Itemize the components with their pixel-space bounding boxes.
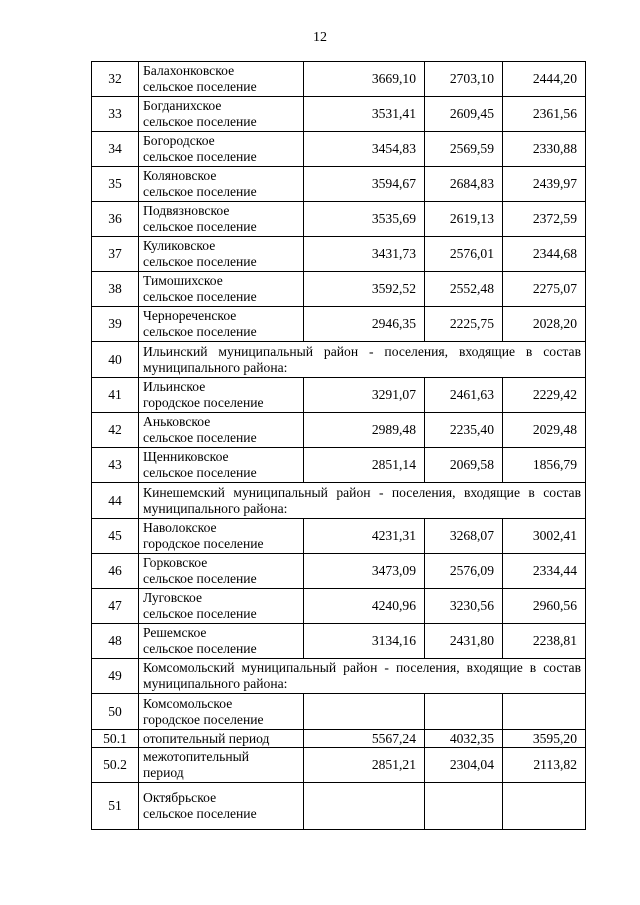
settlement-name: [139, 237, 304, 272]
table-body: [92, 62, 586, 830]
settlement-name-line: отопительный период: [143, 730, 270, 746]
value-v1: 3594,67: [304, 167, 425, 202]
value-v3: 2344,68: [503, 237, 586, 272]
tariff-table: [91, 61, 586, 830]
settlement-name-line: Аньковское: [143, 414, 211, 429]
value-v3: 1856,79: [503, 448, 586, 483]
settlement-name-line: сельское поселение: [143, 114, 257, 129]
row-number: 49: [92, 659, 139, 694]
value-v2: 2304,04: [425, 748, 503, 783]
row-number: 36: [92, 202, 139, 237]
row-number: 46: [92, 554, 139, 589]
table-row: [92, 554, 586, 589]
value-v2: 2576,01: [425, 237, 503, 272]
value-v3: 2444,20: [503, 62, 586, 97]
settlement-name-line: Чернореченское: [143, 308, 237, 323]
settlement-name-line: Балахонковское: [143, 63, 235, 78]
value-v3: 3595,20: [503, 730, 586, 748]
value-v2: 3268,07: [425, 519, 503, 554]
settlement-name-line: Ильинское: [143, 379, 206, 394]
table-row: [92, 132, 586, 167]
settlement-name: [139, 589, 304, 624]
table-row: [92, 730, 586, 748]
settlement-name-line: сельское поселение: [143, 571, 257, 586]
table-row: [92, 307, 586, 342]
value-v3: 2960,56: [503, 589, 586, 624]
section-header-row: [92, 483, 586, 519]
settlement-name-line: сельское поселение: [143, 430, 257, 445]
district-header: Ильинский муниципальный район - поселения, входящие в состав муниципального района:: [139, 342, 586, 378]
value-v3: 2439,97: [503, 167, 586, 202]
table-row: [92, 624, 586, 659]
settlement-name-line: сельское поселение: [143, 219, 257, 234]
settlement-name-line: сельское поселение: [143, 254, 257, 269]
settlement-name-line: Решемское: [143, 625, 207, 640]
value-v3: [503, 694, 586, 730]
value-v3: 2028,20: [503, 307, 586, 342]
value-v2: 2069,58: [425, 448, 503, 483]
settlement-name: [139, 272, 304, 307]
settlement-name: [139, 748, 304, 783]
district-header: Комсомольский муниципальный район - поселения, входящие в состав муниципального района:: [139, 659, 586, 694]
value-v2: 4032,35: [425, 730, 503, 748]
value-v1: 3535,69: [304, 202, 425, 237]
settlement-name: [139, 413, 304, 448]
settlement-name: [139, 132, 304, 167]
value-v2: 2569,59: [425, 132, 503, 167]
settlement-name-line: Щенниковское: [143, 449, 229, 464]
value-v1: 3669,10: [304, 62, 425, 97]
settlement-name-line: Наволокское: [143, 520, 217, 535]
settlement-name: [139, 167, 304, 202]
value-v2: 3230,56: [425, 589, 503, 624]
table-row: [92, 97, 586, 132]
row-number: 34: [92, 132, 139, 167]
table-row: [92, 589, 586, 624]
settlement-name-line: Богданихское: [143, 98, 222, 113]
value-v2: 2576,09: [425, 554, 503, 589]
settlement-name-line: городское поселение: [143, 536, 264, 551]
settlement-name-line: сельское поселение: [143, 184, 257, 199]
value-v3: 2334,44: [503, 554, 586, 589]
value-v2: 2431,80: [425, 624, 503, 659]
district-header: Кинешемский муниципальный район - поселения, входящие в состав муниципального района:: [139, 483, 586, 519]
table-row: [92, 237, 586, 272]
value-v1: 5567,24: [304, 730, 425, 748]
value-v1: 4231,31: [304, 519, 425, 554]
row-number: 43: [92, 448, 139, 483]
value-v1: [304, 783, 425, 830]
value-v1: 3473,09: [304, 554, 425, 589]
settlement-name: [139, 624, 304, 659]
settlement-name: [139, 307, 304, 342]
settlement-name-line: городское поселение: [143, 711, 264, 727]
value-v2: [425, 783, 503, 830]
row-number: 40: [92, 342, 139, 378]
settlement-name-line: Коляновское: [143, 168, 217, 183]
row-number: 42: [92, 413, 139, 448]
value-v2: 2461,63: [425, 378, 503, 413]
settlement-name-line: Горковское: [143, 555, 208, 570]
settlement-name-line: Подвязновское: [143, 203, 230, 218]
settlement-name-line: Тимошихское: [143, 273, 223, 288]
settlement-name: [139, 97, 304, 132]
settlement-name: [139, 694, 304, 730]
settlement-name-line: Комсомольское: [143, 695, 233, 711]
value-v1: 3134,16: [304, 624, 425, 659]
value-v3: [503, 783, 586, 830]
table-row: [92, 378, 586, 413]
value-v2: 2703,10: [425, 62, 503, 97]
settlement-name: [139, 448, 304, 483]
value-v3: 2229,42: [503, 378, 586, 413]
value-v2: 2619,13: [425, 202, 503, 237]
row-number: 41: [92, 378, 139, 413]
table-row: [92, 448, 586, 483]
value-v2: 2552,48: [425, 272, 503, 307]
row-number: 51: [92, 783, 139, 830]
row-number: 45: [92, 519, 139, 554]
value-v3: 2238,81: [503, 624, 586, 659]
row-number: 50: [92, 694, 139, 730]
settlement-name: [139, 202, 304, 237]
value-v1: 3454,83: [304, 132, 425, 167]
section-header-row: [92, 342, 586, 378]
settlement-name: [139, 62, 304, 97]
table-row: [92, 167, 586, 202]
settlement-name-line: Богородское: [143, 133, 215, 148]
row-number: 32: [92, 62, 139, 97]
value-v1: 2851,21: [304, 748, 425, 783]
row-number: 50.2: [92, 748, 139, 783]
table-row: [92, 694, 586, 730]
settlement-name-line: Октябрьское: [143, 790, 217, 805]
settlement-name: [139, 730, 304, 748]
value-v3: 2361,56: [503, 97, 586, 132]
row-number: 33: [92, 97, 139, 132]
value-v2: 2235,40: [425, 413, 503, 448]
page-number: 12: [313, 30, 327, 45]
settlement-name-line: сельское поселение: [143, 324, 257, 339]
value-v2: 2684,83: [425, 167, 503, 202]
value-v1: 3291,07: [304, 378, 425, 413]
value-v1: 3531,41: [304, 97, 425, 132]
settlement-name: [139, 378, 304, 413]
value-v3: 2275,07: [503, 272, 586, 307]
settlement-name-line: сельское поселение: [143, 79, 257, 94]
settlement-name-line: сельское поселение: [143, 289, 257, 304]
table-row: [92, 783, 586, 830]
settlement-name-line: сельское поселение: [143, 149, 257, 164]
value-v1: 4240,96: [304, 589, 425, 624]
value-v3: 2372,59: [503, 202, 586, 237]
value-v3: 2113,82: [503, 748, 586, 783]
value-v1: [304, 694, 425, 730]
settlement-name: [139, 519, 304, 554]
row-number: 48: [92, 624, 139, 659]
table-row: [92, 413, 586, 448]
settlement-name-line: сельское поселение: [143, 641, 257, 656]
table-row: [92, 519, 586, 554]
settlement-name-line: Куликовское: [143, 238, 216, 253]
settlement-name-line: сельское поселение: [143, 606, 257, 621]
row-number: 39: [92, 307, 139, 342]
value-v3: 2029,48: [503, 413, 586, 448]
settlement-name: [139, 783, 304, 830]
value-v1: 2989,48: [304, 413, 425, 448]
value-v1: 3431,73: [304, 237, 425, 272]
row-number: 38: [92, 272, 139, 307]
value-v1: 2946,35: [304, 307, 425, 342]
settlement-name-line: сельское поселение: [143, 806, 257, 821]
settlement-name-line: сельское поселение: [143, 465, 257, 480]
settlement-name-line: период: [143, 765, 184, 780]
settlement-name: [139, 554, 304, 589]
settlement-name-line: Луговское: [143, 590, 202, 605]
row-number: 47: [92, 589, 139, 624]
row-number: 44: [92, 483, 139, 519]
value-v3: 2330,88: [503, 132, 586, 167]
table-row: [92, 62, 586, 97]
value-v2: 2609,45: [425, 97, 503, 132]
table-row: [92, 748, 586, 783]
row-number: 50.1: [92, 730, 139, 748]
settlement-name-line: городское поселение: [143, 395, 264, 410]
table-row: [92, 202, 586, 237]
row-number: 37: [92, 237, 139, 272]
value-v2: 2225,75: [425, 307, 503, 342]
row-number: 35: [92, 167, 139, 202]
table-row: [92, 272, 586, 307]
value-v1: 2851,14: [304, 448, 425, 483]
value-v2: [425, 694, 503, 730]
value-v3: 3002,41: [503, 519, 586, 554]
settlement-name-line: межотопительный: [143, 749, 250, 764]
value-v1: 3592,52: [304, 272, 425, 307]
section-header-row: [92, 659, 586, 694]
